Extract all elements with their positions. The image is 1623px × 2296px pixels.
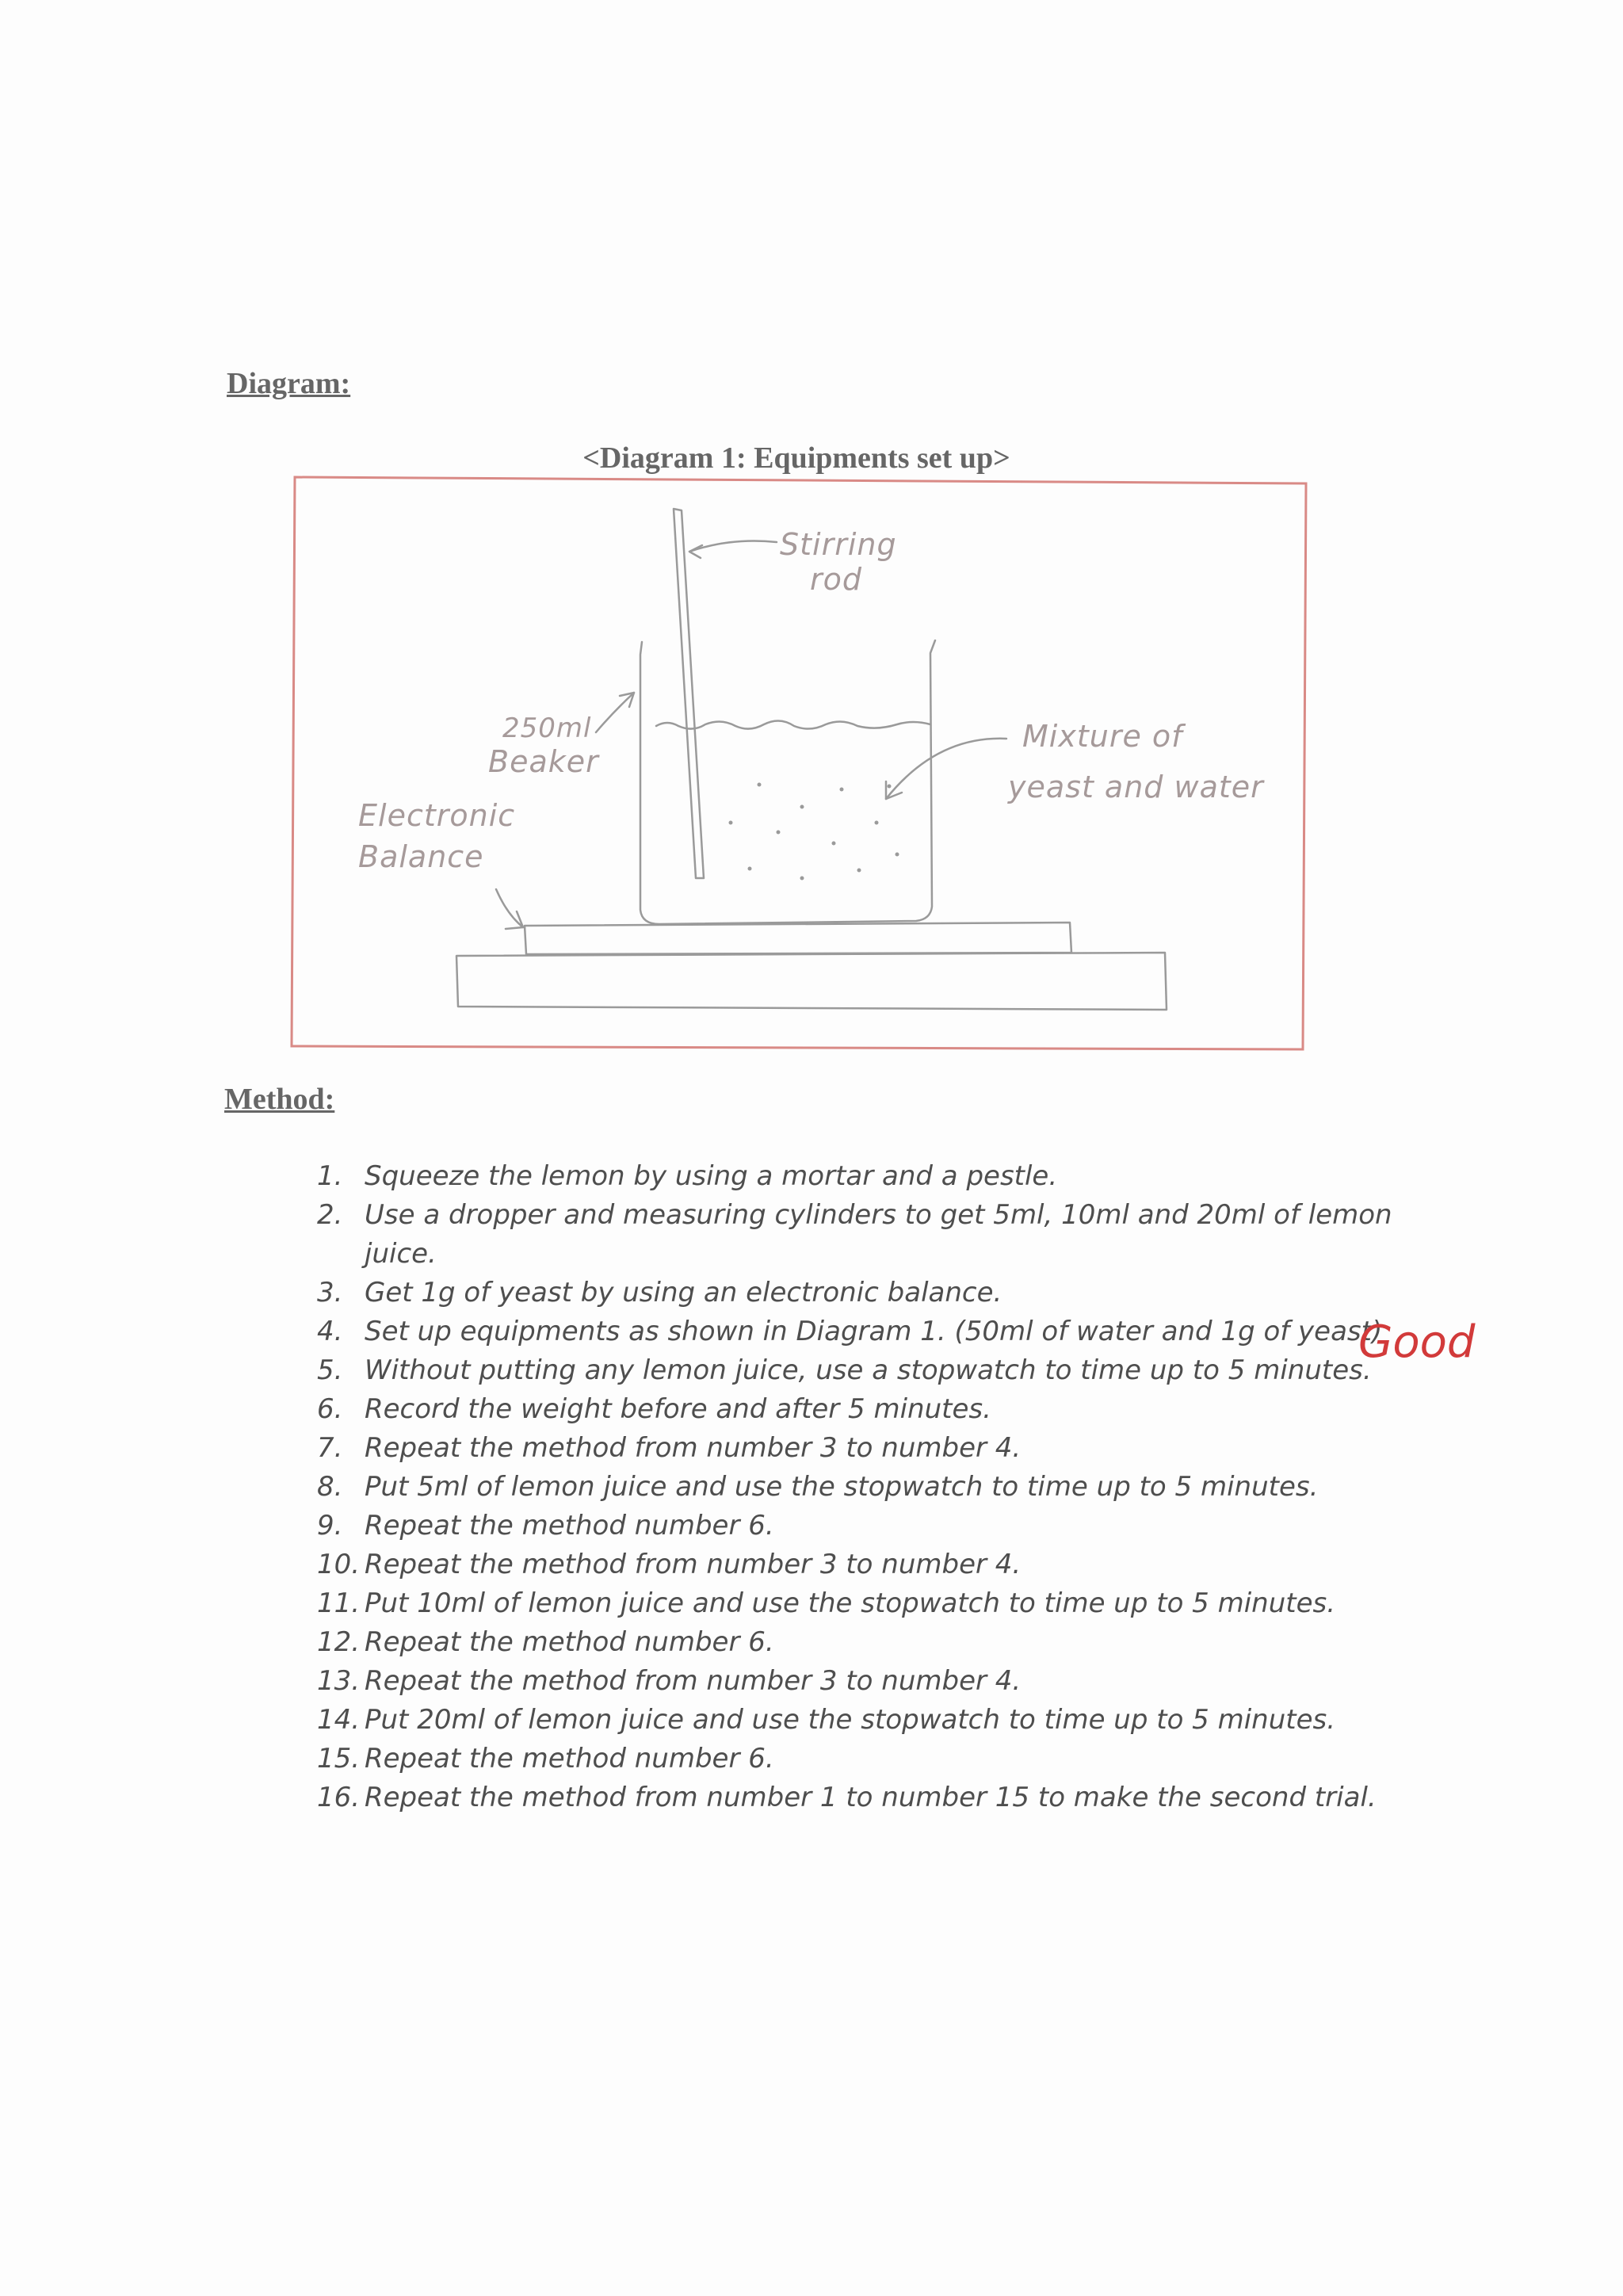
balance-arrow [496, 889, 523, 927]
step-number: 14. [317, 1704, 361, 1736]
step-number: 5. [317, 1354, 343, 1386]
diagram-heading: Diagram: [227, 367, 351, 400]
good-mark-handwriting [1355, 1306, 1476, 1374]
step-text: Put 10ml of lemon juice and use the stopwatch to time up to 5 minutes. [365, 1587, 1336, 1619]
method-step [317, 1740, 1419, 1778]
stirring-rod [674, 509, 704, 878]
diagram-border [292, 477, 1306, 1049]
beaker-label: 250ml [502, 712, 592, 744]
step-number: 13. [317, 1665, 361, 1697]
step-number: 9. [317, 1510, 343, 1541]
step-text: Squeeze the lemon by using a mortar and a pestle. [365, 1160, 1058, 1192]
step-number: 2. [317, 1199, 343, 1231]
teacher-comment [1355, 1306, 1476, 1378]
step-text: Repeat the method from number 1 to number 15 to make the second trial. [365, 1782, 1377, 1813]
equipment-diagram [287, 474, 1317, 1054]
step-number: 11. [317, 1587, 361, 1619]
balance-base [456, 953, 1167, 1010]
beaker-label: Beaker [488, 744, 599, 779]
mixture-label: yeast and water [1008, 770, 1264, 804]
stirring-rod-label: Stirring [780, 527, 897, 562]
stirring-rod-arrow [689, 541, 777, 552]
method-step [317, 1468, 1419, 1507]
beaker-arrow [596, 693, 634, 732]
method-step [317, 1584, 1419, 1623]
step-number: 3. [317, 1277, 343, 1308]
method-steps [317, 1157, 1419, 1817]
method-heading: Method: [224, 1083, 335, 1116]
method-step [317, 1778, 1419, 1817]
step-number: 12. [317, 1626, 361, 1658]
balance-plate [525, 923, 1071, 954]
method-step [317, 1507, 1419, 1545]
method-step [317, 1662, 1419, 1701]
balance-label: Balance [358, 839, 484, 874]
step-text: Set up equipments as shown in Diagram 1. (50ml of water and 1g of yeast) [365, 1316, 1383, 1347]
mixture-arrow [886, 739, 1006, 799]
mixture-label: Mixture of [1022, 719, 1183, 754]
step-text: Use a dropper and measuring cylinders to get 5ml, 10ml and 20ml of lemon juice. [365, 1199, 1392, 1270]
method-step [317, 1429, 1419, 1468]
step-number: 8. [317, 1471, 343, 1503]
step-text: Without putting any lemon juice, use a stopwatch to time up to 5 minutes. [365, 1354, 1372, 1386]
method-step [317, 1274, 1419, 1312]
step-number: 16. [317, 1782, 361, 1813]
method-step [317, 1390, 1419, 1429]
method-step [317, 1196, 1419, 1274]
step-number: 10. [317, 1549, 361, 1580]
stirring-rod-label: rod [810, 562, 862, 597]
method-step [317, 1312, 1419, 1351]
step-text: Repeat the method from number 3 to number 4. [365, 1665, 1022, 1697]
yeast-particles [729, 783, 899, 881]
step-text: Repeat the method number 6. [365, 1510, 774, 1541]
step-text: Repeat the method number 6. [365, 1743, 774, 1775]
diagram-caption: <Diagram 1: Equipments set up> [582, 441, 1010, 475]
step-text: Repeat the method from number 3 to number 4. [365, 1432, 1022, 1464]
method-step [317, 1623, 1419, 1662]
method-step [317, 1545, 1419, 1584]
step-text: Repeat the method number 6. [365, 1626, 774, 1658]
step-number: 1. [317, 1160, 343, 1192]
method-step [317, 1351, 1419, 1390]
step-text: Put 5ml of lemon juice and use the stopwatch to time up to 5 minutes. [365, 1471, 1319, 1503]
water-surface [656, 720, 930, 728]
balance-label: Electronic [358, 798, 516, 833]
method-step [317, 1701, 1419, 1740]
good-text: Good [1358, 1316, 1476, 1368]
step-number: 4. [317, 1316, 343, 1347]
step-text: Repeat the method from number 3 to number 4. [365, 1549, 1022, 1580]
step-number: 6. [317, 1393, 343, 1425]
step-text: Get 1g of yeast by using an electronic balance. [365, 1277, 1002, 1308]
step-number: 15. [317, 1743, 361, 1775]
step-number: 7. [317, 1432, 343, 1464]
method-step [317, 1157, 1419, 1196]
step-text: Put 20ml of lemon juice and use the stopwatch to time up to 5 minutes. [365, 1704, 1336, 1736]
step-text: Record the weight before and after 5 minutes. [365, 1393, 991, 1425]
